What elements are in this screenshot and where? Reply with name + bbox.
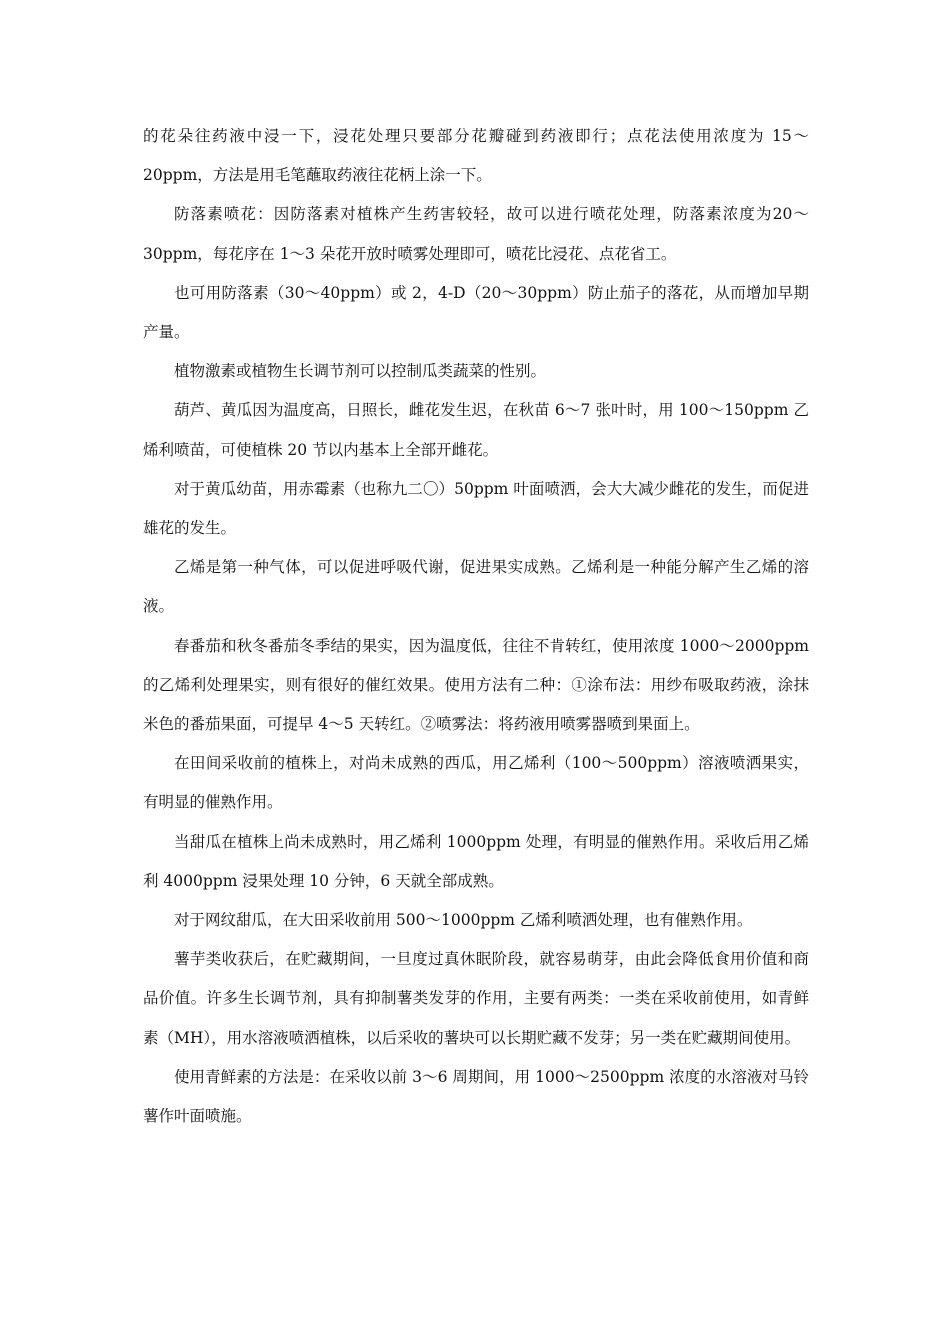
paragraph: 乙烯是第一种气体，可以促进呼吸代谢，促进果实成熟。乙烯利是一种能分解产生乙烯的溶液。	[143, 558, 809, 616]
paragraph: 使用青鲜素的方法是：在采收以前 3～6 周期间，用 1000～2500ppm 浓度的水溶液对马铃薯作叶面喷施。	[143, 1067, 809, 1126]
document-body	[143, 117, 809, 1136]
paragraph: 对于黄瓜幼苗，用赤霉素（也称九二〇）50ppm 叶面喷洒，会大大减少雌花的发生，而促进雄花的发生。	[143, 479, 809, 538]
paragraph: 植物激素或植物生长调节剂可以控制瓜类蔬菜的性别。	[174, 362, 547, 381]
paragraph: 春番茄和秋冬番茄冬季结的果实，因为温度低，往往不肯转红，使用浓度 1000～2000ppm 的乙烯利处理果实，则有很好的催红效果。使用方法有二种：①涂布法：用纱布吸取药液，涂抹米色的番茄果面，可提早 4～5 天转红。②喷雾法：将药液用喷雾器喷到果面上。	[143, 636, 809, 734]
paragraph-continuation: 的花朵往药液中浸一下，浸花处理只要部分花瓣碰到药液即行；点花法使用浓度为 15～20ppm，方法是用毛笔蘸取药液往花柄上涂一下。	[143, 127, 809, 185]
paragraph: 对于网纹甜瓜，在大田采收前用 500～1000ppm 乙烯利喷洒处理，也有催熟作用。	[174, 911, 753, 930]
paragraph: 防落素喷花：因防落素对植株产生药害较轻，故可以进行喷花处理，防落素浓度为20～30ppm，每花序在 1～3 朵花开放时喷雾处理即可，喷花比浸花、点花省工。	[143, 205, 809, 263]
paragraph: 也可用防落素（30～40ppm）或 2，4-D（20～30ppm）防止茄子的落花，从而增加早期产量。	[143, 283, 809, 342]
paragraph: 薯芋类收获后，在贮藏期间，一旦度过真休眠阶段，就容易萌芽，由此会降低食用价值和商品价值。许多生长调节剂，具有抑制薯类发芽的作用，主要有两类：一类在采收前使用，如青鲜素（MH），用水溶液喷洒植株，以后采收的薯块可以长期贮藏不发芽；另一类在贮藏期间使用。	[143, 950, 809, 1047]
paragraph: 当甜瓜在植株上尚未成熟时，用乙烯利 1000ppm 处理，有明显的催熟作用。采收后用乙烯利 4000ppm 浸果处理 10 分钟，6 天就全部成熟。	[143, 832, 809, 890]
paragraph: 葫芦、黄瓜因为温度高，日照长，雌花发生迟，在秋苗 6～7 张叶时，用 100～150ppm 乙烯利喷苗，可使植株 20 节以内基本上全部开雌花。	[143, 401, 809, 459]
paragraph: 在田间采收前的植株上，对尚未成熟的西瓜，用乙烯利（100～500ppm）溶液喷洒果实，有明显的催熟作用。	[143, 754, 809, 812]
